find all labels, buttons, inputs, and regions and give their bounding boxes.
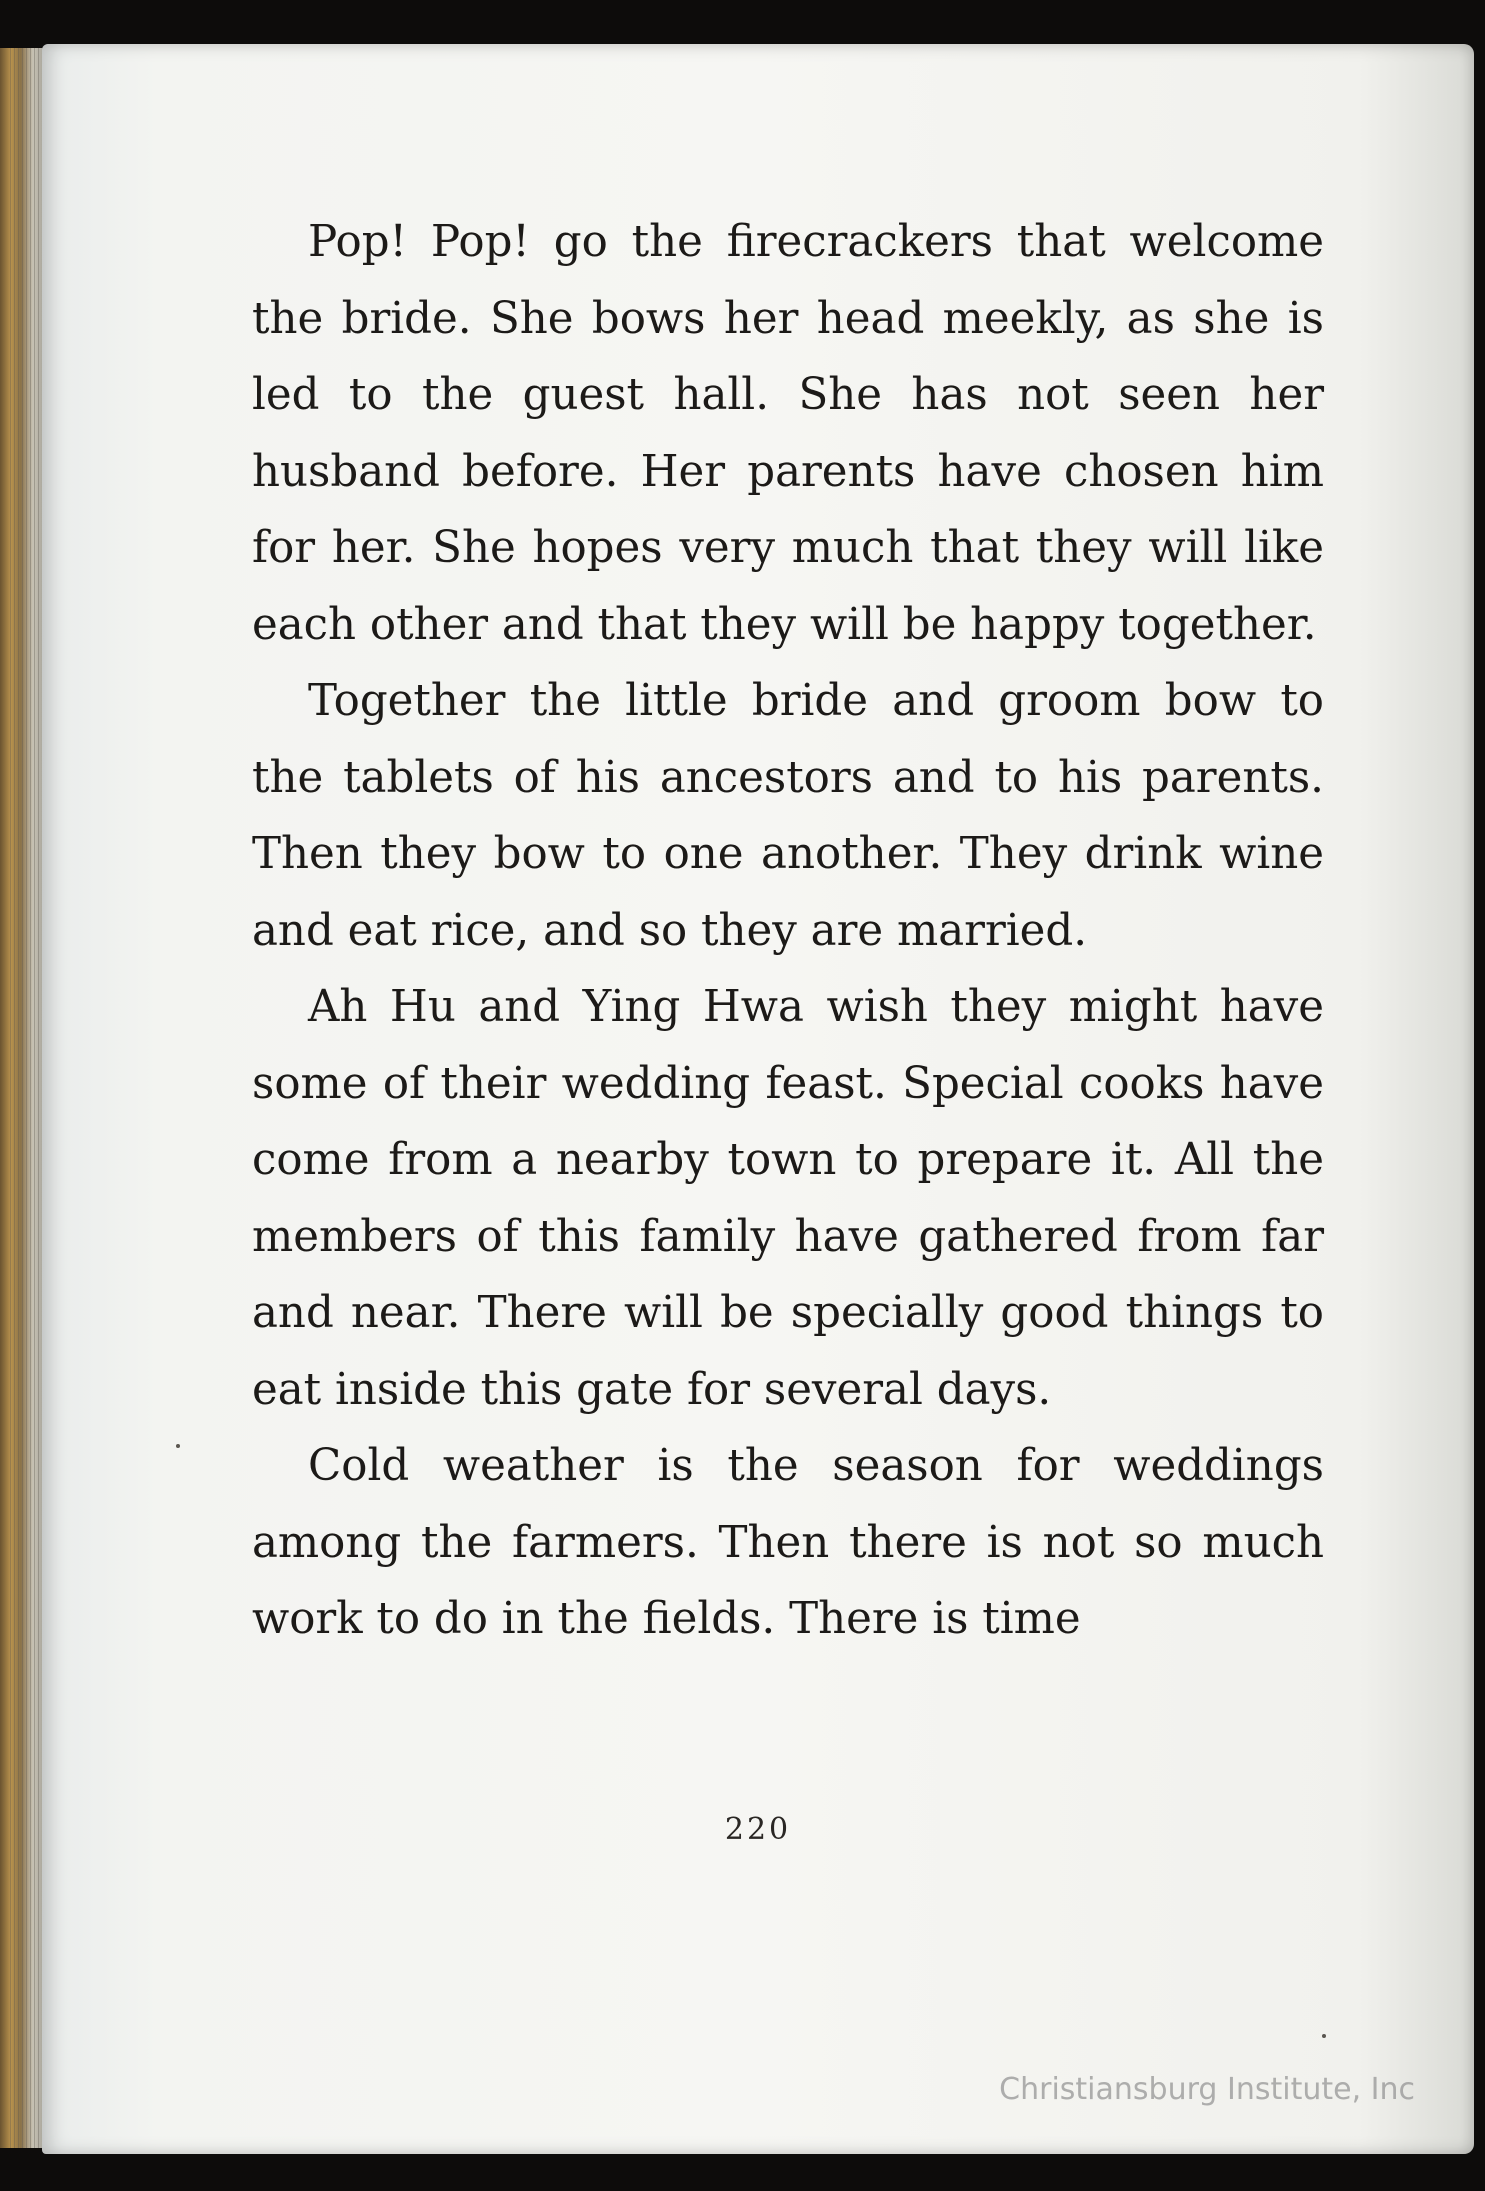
- paragraph-4: Cold weather is the season for weddings among the farmers. Then there is not so much work to do in the fields. There is time: [252, 1441, 1324, 1644]
- paper-speck: [1322, 2034, 1326, 2038]
- page-number: 220: [724, 1812, 792, 1847]
- paragraph-3: Ah Hu and Ying Hwa wish they might have some of their wedding feast. Special cooks have come from a nearby town to prepare it. All the members of this family have gathered from far and near. There will be specially good things to eat inside this gate for several days.: [252, 982, 1324, 1415]
- book-page: [42, 44, 1474, 2154]
- watermark-text: Christiansburg Institute, Inc: [999, 2072, 1415, 2107]
- paragraph-2: Together the little bride and groom bow to the tablets of his ancestors and to his parents. Then they bow to one another. They drink wine and eat rice, and so they are married.: [252, 676, 1324, 956]
- paragraph-1: Pop! Pop! go the firecrackers that welcome the bride. She bows her head meekly, as she is led to the guest hall. She has not seen her husband before. Her parents have chosen him for her. She hopes very much that they will like each other and that they will be happy together.: [252, 217, 1324, 650]
- body-text: [252, 204, 1324, 1658]
- paper-speck: [176, 1444, 180, 1448]
